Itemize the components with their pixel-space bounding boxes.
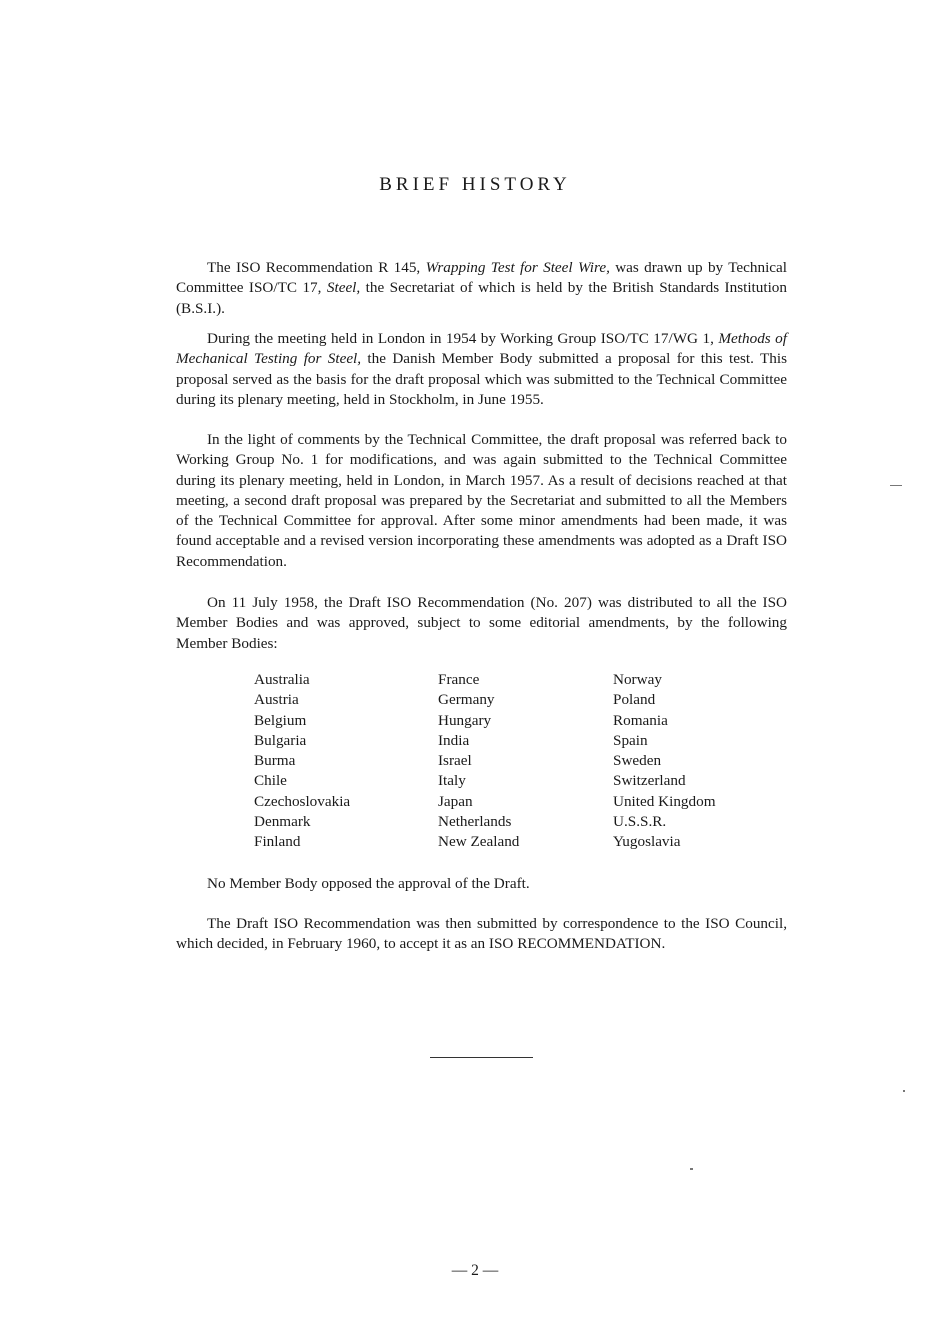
working-group-name: Methods of Mechanical Testing for Steel, — [176, 330, 787, 368]
paragraph-4-text: On 11 July 1958, the Draft ISO Recommendation (No. 207) was distributed to all the ISO Member Bodies and was approved, subject to some editorial amendments, by the following Member Bodies: — [176, 594, 787, 652]
paragraph-2-text-b: the Danish Member Body submitted a proposal for this test. This proposal served as the basis for the draft proposal which was submitted to the Technical Committee during its plenary meeting, held in Stockholm, in June 1955. — [176, 350, 787, 408]
member-body: Bulgaria — [254, 731, 307, 749]
paragraph-1-text-c: the Secretariat of which is held by the British Standards Institution (B.S.I.). — [176, 279, 787, 317]
member-body: Spain — [613, 731, 648, 749]
recommendation-title: Wrapping Test for Steel Wire, — [425, 259, 610, 276]
member-body: Romania — [613, 711, 668, 729]
member-column-2 — [438, 670, 519, 853]
paragraph-1 — [176, 258, 787, 319]
member-body: Netherlands — [438, 813, 512, 831]
member-body: Hungary — [438, 711, 492, 729]
paragraph-2 — [176, 329, 787, 410]
page-title: BRIEF HISTORY — [379, 174, 571, 195]
member-body: Australia — [254, 671, 310, 688]
scan-mark — [890, 485, 902, 486]
paragraph-5 — [176, 874, 787, 894]
member-body: Finland — [254, 833, 301, 851]
paragraph-3 — [176, 430, 787, 572]
member-body: United Kingdom — [613, 792, 716, 810]
member-body: Norway — [613, 671, 662, 688]
member-body: New Zealand — [438, 833, 520, 851]
scan-mark — [903, 1090, 905, 1092]
paragraph-2-text-a: During the meeting held in London in 1954 by Working Group ISO/TC 17/WG 1, — [207, 330, 719, 347]
member-column-1 — [254, 670, 350, 853]
paragraph-1-text-b: was drawn up by Technical Committee ISO/TC 17, — [176, 259, 787, 297]
member-body: Denmark — [254, 813, 311, 831]
scan-mark — [690, 1168, 693, 1170]
page-number: — 2 — — [451, 1262, 499, 1279]
member-column-3 — [613, 670, 716, 853]
paragraph-3-text: In the light of comments by the Technical Committee, the draft proposal was referred back to Working Group No. 1 for modifications, and was again submitted to the Technical Committee during its plenary meeting, held in London, in March 1957. As a result of decisions reached at that meeting, a second draft proposal was prepared by the Secretariat and submitted to all the Members of the Technical Committee for approval. After some minor amendments had been made, it was found acceptable and a revised version incorporating these amendments was adopted as a Draft ISO Recommendation. — [176, 431, 787, 570]
member-body: Italy — [438, 772, 466, 790]
paragraph-4 — [176, 593, 787, 654]
member-body: Germany — [438, 691, 495, 709]
member-body: Chile — [254, 772, 287, 790]
paragraph-6-text: The Draft ISO Recommendation was then submitted by correspondence to the ISO Council, which decided, in February 1960, to accept it as an ISO RECOMMENDATION. — [176, 915, 787, 953]
member-body: Burma — [254, 752, 296, 770]
end-divider — [430, 1057, 533, 1058]
member-body: Yugoslavia — [613, 833, 681, 851]
member-body: Belgium — [254, 711, 307, 729]
paragraph-6 — [176, 914, 787, 955]
member-body: Poland — [613, 691, 656, 709]
paragraph-5-text: No Member Body opposed the approval of the Draft. — [207, 875, 530, 892]
member-body: Japan — [438, 792, 473, 810]
committee-name: Steel, — [326, 279, 361, 297]
paragraph-1-text-a: The ISO Recommendation R 145, — [207, 259, 426, 276]
member-body: France — [438, 671, 480, 688]
member-body: Austria — [254, 691, 299, 709]
member-body: Sweden — [613, 752, 662, 770]
member-body: India — [438, 731, 470, 749]
member-body: U.S.S.R. — [613, 813, 667, 831]
member-body: Switzerland — [613, 772, 686, 790]
member-body: Israel — [438, 752, 472, 770]
member-body: Czechoslovakia — [254, 792, 351, 810]
